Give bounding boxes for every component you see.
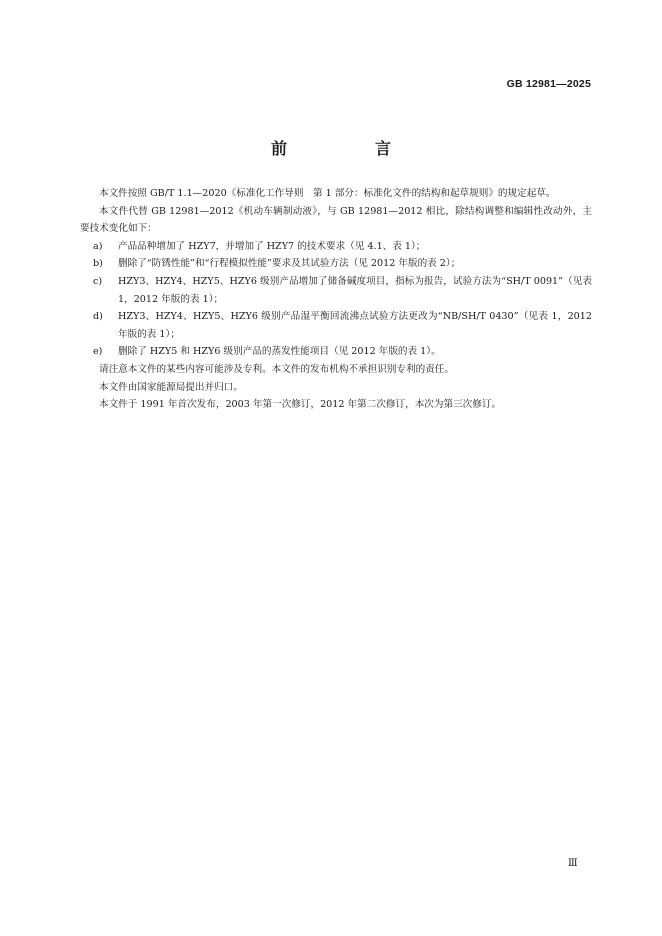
list-item-text: HZY3、HZY4、HZY5、HZY6 级别产品湿平衡回流沸点试验方法更改为“NB/SH/T 0430”（见表 1，2012 年版的表 1）； <box>118 311 592 340</box>
page-number: Ⅲ <box>568 858 578 869</box>
list-item-text: 删除了 HZY5 和 HZY6 级别产品的蒸发性能项目（见 2012 年版的表 1）。 <box>118 346 441 358</box>
history-paragraph: 本文件于 1991 年首次发布，2003 年第一次修订，2012 年第二次修订，本次为第三次修订。 <box>99 399 502 411</box>
list-item-mark: a) <box>93 240 103 252</box>
list-item <box>80 308 592 343</box>
page-title: 前 言 <box>270 139 427 158</box>
patent-notice-paragraph: 请注意本文件的某些内容可能涉及专利。本文件的发布机构不承担识别专利的责任。 <box>99 363 454 375</box>
list-item-mark: e) <box>93 346 103 358</box>
list-item <box>80 343 592 361</box>
list-item-text: 删除了“防锈性能”和“行程模拟性能”要求及其试验方法（见 2012 年版的表 2）； <box>118 258 461 270</box>
list-item-mark: d) <box>93 311 103 323</box>
drafting-rules-paragraph: 本文件按照 GB/T 1.1—2020《标准化工作导则 第 1 部分：标准化文件的结构和起草规则》的规定起草。 <box>99 188 556 199</box>
standard-code: GB 12981—2025 <box>506 78 591 90</box>
document-body <box>80 185 592 414</box>
replacement-paragraph: 本文件代替 GB 12981—2012《机动车辆制动液》，与 GB 12981—2012 相比，除结构调整和编辑性改动外，主要技术变化如下： <box>80 205 592 235</box>
list-item <box>80 273 592 308</box>
list-item <box>80 238 592 256</box>
proposer-paragraph: 本文件由国家能源局提出并归口。 <box>99 381 243 393</box>
technical-changes-list <box>80 238 592 361</box>
list-item <box>80 255 592 273</box>
list-item-mark: c) <box>93 275 103 287</box>
list-item-text: HZY3、HZY4、HZY5、HZY6 级别产品增加了储备碱度项目，指标为报告，试验方法为“SH/T 0091”（见表 1，2012 年版的表 1）； <box>118 275 592 305</box>
list-item-mark: b) <box>93 258 103 270</box>
list-item-text: 产品品种增加了 HZY7，并增加了 HZY7 的技术要求（见 4.1、表 1）； <box>118 240 426 252</box>
